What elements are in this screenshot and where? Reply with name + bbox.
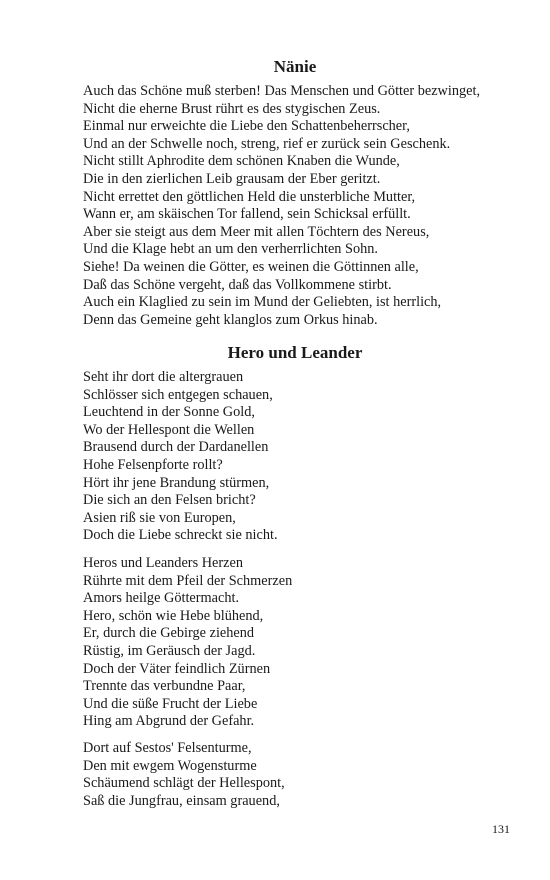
poem-line: Denn das Gemeine geht klanglos zum Orkus hinab. bbox=[83, 311, 378, 328]
poem-stanza-2 bbox=[83, 555, 523, 731]
poem-body-naenie bbox=[83, 83, 523, 329]
poem-line: Den mit ewgem Wogensturme bbox=[83, 757, 257, 774]
poem-line: Hört ihr jene Brandung stürmen, bbox=[83, 474, 270, 491]
poem-title-hero-und-leander: Hero und Leander bbox=[227, 343, 363, 362]
poem-line: Nicht die eherne Brust rührt es des stygischen Zeus. bbox=[83, 100, 381, 117]
poem-line: Siehe! Da weinen die Götter, es weinen die Göttinnen alle, bbox=[83, 258, 419, 275]
poem-line: Dort auf Sestos' Felsenturme, bbox=[83, 740, 252, 756]
poem-line: Hero, schön wie Hebe blühend, bbox=[83, 607, 264, 624]
poem-line: Doch der Väter feindlich Zürnen bbox=[83, 660, 271, 677]
poem-line: Aber sie steigt aus dem Meer mit allen Töchtern des Nereus, bbox=[83, 223, 430, 240]
poem-line: Heros und Leanders Herzen bbox=[83, 555, 243, 571]
poem-line: Und die süße Frucht der Liebe bbox=[83, 695, 258, 712]
poem-line: Asien riß sie von Europen, bbox=[83, 509, 236, 526]
poem-line: Daß das Schöne vergeht, daß das Vollkommene stirbt. bbox=[83, 276, 392, 293]
poem-line: Trennte das verbundne Paar, bbox=[83, 678, 246, 695]
poem-line: Er, durch die Gebirge ziehend bbox=[83, 625, 255, 642]
poem-stanza-1 bbox=[83, 369, 523, 545]
poem-line: Und an der Schwelle noch, streng, rief er zurück sein Geschenk. bbox=[83, 135, 451, 152]
poem-line: Die in den zierlichen Leib grausam der Eber geritzt. bbox=[83, 170, 381, 187]
poem-line: Auch ein Klaglied zu sein im Mund der Geliebten, ist herrlich, bbox=[83, 294, 442, 311]
poem-line: Die sich an den Felsen bricht? bbox=[83, 492, 256, 509]
poem-line: Nicht errettet den göttlichen Held die unsterbliche Mutter, bbox=[83, 188, 416, 205]
poem-line: Hing am Abgrund der Gefahr. bbox=[83, 713, 255, 730]
poem-line: Und die Klage hebt an um den verherrlichten Sohn. bbox=[83, 241, 378, 258]
poem-stanza-3 bbox=[83, 740, 523, 810]
poem-line: Auch das Schöne muß sterben! Das Menschen und Götter bezwinget, bbox=[83, 83, 481, 99]
poem-line: Saß die Jungfrau, einsam grauend, bbox=[83, 792, 280, 809]
poem-line: Amors heilge Göttermacht. bbox=[83, 590, 240, 607]
poem-line: Wo der Hellespont die Wellen bbox=[83, 421, 255, 438]
poem-line: Rüstig, im Geräusch der Jagd. bbox=[83, 642, 256, 659]
poem-line: Einmal nur erweichte die Liebe den Schattenbeherrscher, bbox=[83, 118, 410, 135]
poem-line: Brausend durch der Dardanellen bbox=[83, 439, 269, 456]
poem-line: Hohe Felsenpforte rollt? bbox=[83, 456, 223, 473]
poem-line: Wann er, am skäischen Tor fallend, sein Schicksal erfüllt. bbox=[83, 206, 411, 223]
poem-line: Seht ihr dort die altergrauen bbox=[83, 369, 244, 385]
poem-line: Schäumend schlägt der Hellespont, bbox=[83, 775, 285, 792]
poem-title-naenie: Nänie bbox=[273, 57, 317, 76]
poem-line: Leuchtend in der Sonne Gold, bbox=[83, 404, 255, 421]
poem-line: Doch die Liebe schreckt sie nicht. bbox=[83, 527, 278, 544]
poem-line: Rührte mit dem Pfeil der Schmerzen bbox=[83, 572, 293, 589]
page-number: 131 bbox=[492, 822, 510, 836]
poem-line: Nicht stillt Aphrodite dem schönen Knaben die Wunde, bbox=[83, 153, 400, 170]
poem-line: Schlösser sich entgegen schauen, bbox=[83, 386, 273, 403]
